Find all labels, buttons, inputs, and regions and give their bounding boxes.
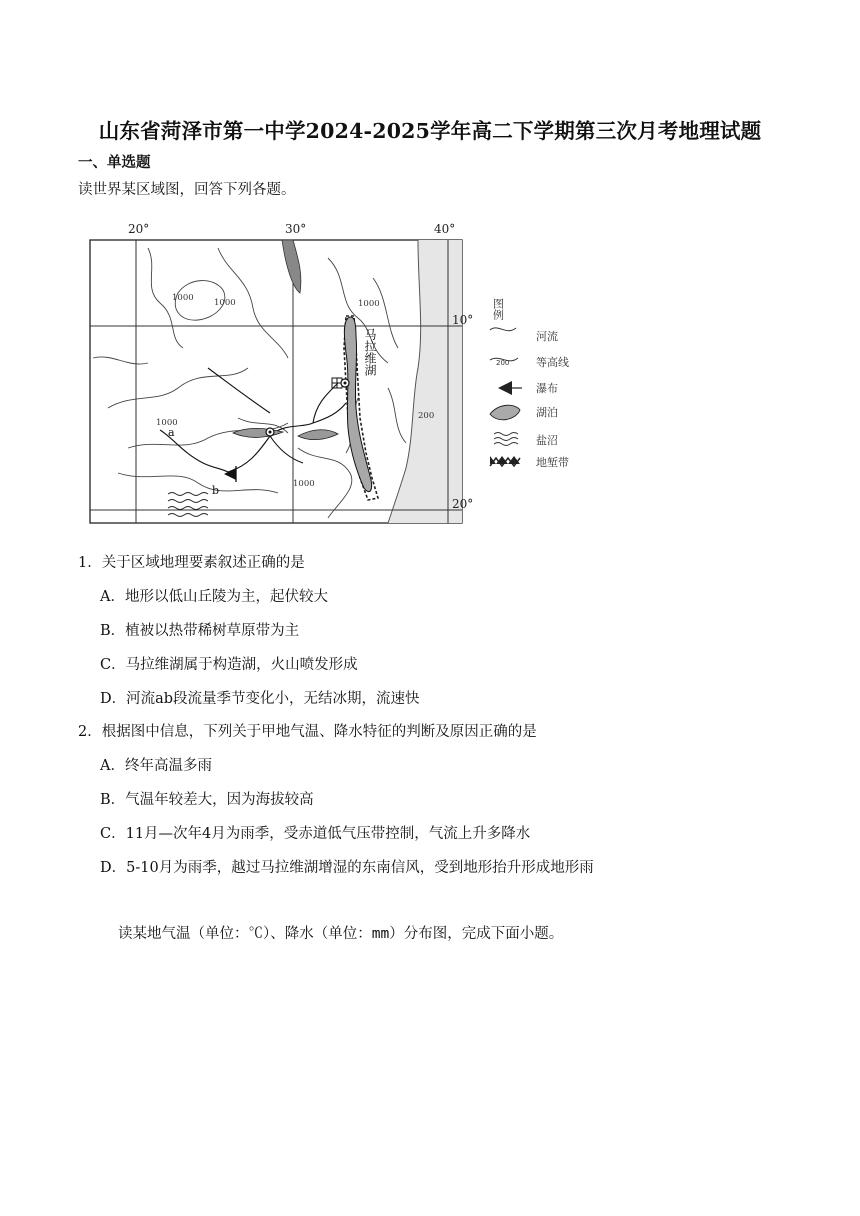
lat-label-20: 20°: [452, 497, 474, 511]
contour-label: 1000: [156, 418, 178, 428]
contour-label: 1000: [172, 293, 194, 303]
legend-contour-value: 200: [496, 359, 510, 367]
page-title: 山东省菏泽市第一中学2024-2025学年高二下学期第三次月考地理试题: [98, 119, 762, 143]
legend-waterfall: 瀑布: [536, 382, 558, 395]
legend-lake: 湖泊: [536, 406, 558, 419]
question-2-stem: 2．根据图中信息，下列关于甲地气温、降水特征的判断及原因正确的是: [78, 724, 537, 740]
point-label-a: a: [168, 426, 175, 439]
legend-rift: 地堑带: [536, 456, 569, 469]
lake-label: 马拉维湖: [363, 328, 377, 376]
question-1-option-c: C．马拉维湖属于构造湖，火山喷发形成: [100, 657, 358, 673]
question-1-stem: 1．关于区域地理要素叙述正确的是: [78, 555, 305, 571]
question-2-option-d: D．5-10月为雨季，越过马拉维湖增湿的东南信风，受到地形抬升形成地形雨: [100, 860, 594, 876]
legend-title: 图例: [491, 298, 505, 320]
legend-contour: 等高线: [536, 356, 569, 369]
legend-river: 河流: [536, 330, 558, 343]
lon-label-40: 40°: [434, 222, 456, 236]
lon-label-30: 30°: [285, 222, 307, 236]
contour-label: 1000: [293, 479, 315, 489]
legend-salt-marsh: 盐沼: [536, 434, 558, 447]
intro-text: 读世界某区域图，回答下列各题。: [78, 182, 296, 198]
lon-label-20: 20°: [128, 222, 150, 236]
question-2-option-c: C．11月—次年4月为雨季，受赤道低气压带控制，气流上升多降水: [100, 826, 531, 842]
question-1-option-b: B．植被以热带稀树草原带为主: [100, 623, 300, 639]
contour-label: 1000: [214, 298, 236, 308]
contour-label: 200: [418, 411, 435, 421]
contour-label: 1000: [358, 299, 380, 309]
map-legend: [490, 298, 569, 469]
question-2-option-b: B．气温年较差大，因为海拔较高: [100, 792, 314, 808]
section-heading: 一、单选题: [78, 154, 151, 171]
question-2-option-a: A．终年高温多雨: [100, 758, 212, 774]
question-1-option-a: A．地形以低山丘陵为主，起伏较大: [100, 589, 328, 605]
intro-text-2: 读某地气温（单位：℃）、降水（单位：mm）分布图，完成下面小题。: [118, 926, 564, 942]
lat-label-10: 10°: [452, 313, 474, 327]
point-label-b: b: [212, 484, 220, 497]
question-1-option-d: D．河流ab段流量季节变化小，无结冰期，流速快: [100, 691, 420, 707]
regional-map: [88, 218, 598, 528]
